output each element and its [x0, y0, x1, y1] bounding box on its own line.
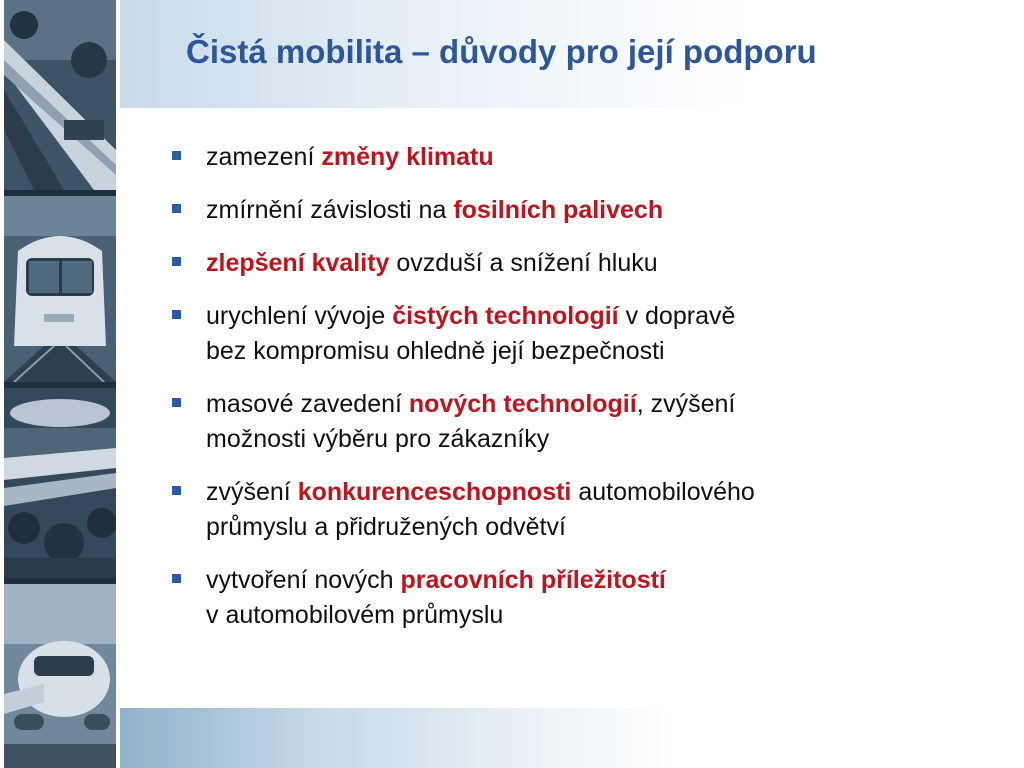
- bullet-highlight: zlepšení kvality: [206, 249, 390, 277]
- airplane-photo: [4, 584, 116, 768]
- train-photo: [4, 196, 116, 382]
- square-bullet-icon: [172, 257, 181, 266]
- bullet-highlight: konkurenceschopnosti: [297, 478, 572, 506]
- square-bullet-icon: [172, 574, 181, 583]
- slide-title: Čistá mobilita – důvody pro její podporu: [186, 33, 817, 70]
- bullet-text: ovzduší a snížení hluku: [389, 249, 658, 277]
- photo-strip-left-border: [0, 0, 4, 768]
- bullet-text-line2: možnosti výběru pro zákazníky: [206, 425, 550, 453]
- bullet-highlight: pracovních příležitostí: [400, 566, 666, 594]
- bullet-item: [168, 387, 988, 457]
- bullet-text: urychlení vývoje: [206, 302, 393, 330]
- bullet-highlight: fosilních palivech: [453, 196, 664, 224]
- bullet-item: [168, 475, 988, 545]
- photo-strip: [0, 0, 120, 768]
- bullet-text: zamezení: [206, 143, 322, 171]
- bullet-list: [168, 140, 988, 651]
- bullet-item: [168, 246, 988, 281]
- bullet-text: zvýšení: [206, 478, 298, 506]
- bullet-text: , zvýšení: [636, 390, 736, 418]
- bullet-text: zmírnění závislosti na: [206, 196, 454, 224]
- bullet-highlight: čistých technologií: [392, 302, 619, 330]
- bottom-band: [120, 708, 1024, 768]
- bullet-item: [168, 563, 988, 633]
- bullet-text-line2: bez kompromisu ohledně její bezpečnosti: [206, 337, 665, 365]
- bullet-item: [168, 299, 988, 369]
- square-bullet-icon: [172, 398, 181, 407]
- square-bullet-icon: [172, 310, 181, 319]
- square-bullet-icon: [172, 204, 181, 213]
- bullet-highlight: změny klimatu: [321, 143, 494, 171]
- highway-photo: [4, 0, 116, 190]
- bullet-text: automobilového: [571, 478, 755, 506]
- city-bridge-photo: [4, 388, 116, 578]
- bullet-item: [168, 193, 988, 228]
- bullet-text: masové zavedení: [206, 390, 409, 418]
- bullet-highlight: nových technologií: [408, 390, 637, 418]
- bullet-text: v dopravě: [618, 302, 736, 330]
- bullet-text-line2: v automobilovém průmyslu: [206, 601, 504, 629]
- photo-strip-right-border: [116, 0, 120, 768]
- square-bullet-icon: [172, 151, 181, 160]
- square-bullet-icon: [172, 486, 181, 495]
- bullet-text-line2: průmyslu a přidružených odvětví: [206, 513, 566, 541]
- bullet-text: vytvoření nových: [206, 566, 401, 594]
- bullet-item: [168, 140, 988, 175]
